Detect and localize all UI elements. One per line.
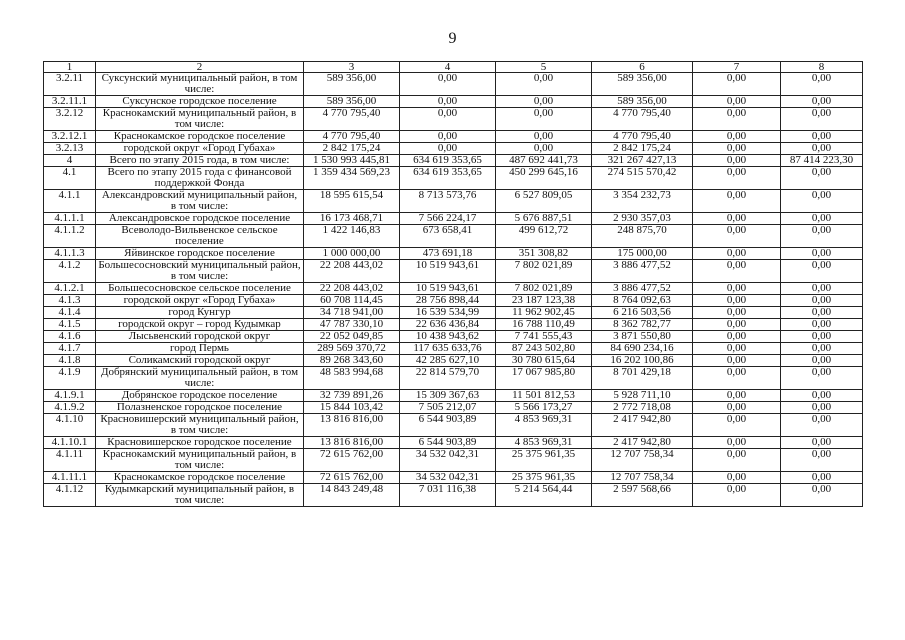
col4-cell: 10 519 943,61 <box>400 283 496 295</box>
col8-cell: 0,00 <box>781 295 863 307</box>
col4-cell: 15 309 367,63 <box>400 390 496 402</box>
col5-cell: 5 676 887,51 <box>496 213 592 225</box>
col6-cell: 2 772 718,08 <box>592 402 693 414</box>
col8-cell: 0,00 <box>781 307 863 319</box>
col4-cell: 34 532 042,31 <box>400 449 496 472</box>
col4-cell: 473 691,18 <box>400 248 496 260</box>
row-name-cell: Краснокамское городское поселение <box>96 472 304 484</box>
col7-cell: 0,00 <box>693 260 781 283</box>
col8-cell: 0,00 <box>781 190 863 213</box>
row-name-cell: Яйвинское городское поселение <box>96 248 304 260</box>
col7-cell: 0,00 <box>693 283 781 295</box>
col5-cell: 0,00 <box>496 73 592 96</box>
table-row <box>44 295 863 307</box>
col5-cell: 351 308,82 <box>496 248 592 260</box>
col7-cell: 0,00 <box>693 167 781 190</box>
column-header: 8 <box>781 62 863 73</box>
table-row <box>44 343 863 355</box>
col4-cell: 22 636 436,84 <box>400 319 496 331</box>
total-cell: 289 569 370,72 <box>304 343 400 355</box>
col8-cell: 0,00 <box>781 248 863 260</box>
row-name-cell: город Кунгур <box>96 307 304 319</box>
col6-cell: 175 000,00 <box>592 248 693 260</box>
total-cell: 589 356,00 <box>304 96 400 108</box>
total-cell: 14 843 249,48 <box>304 484 400 507</box>
row-name-cell: городской округ «Город Губаха» <box>96 143 304 155</box>
row-code-cell: 4.1.10 <box>44 414 96 437</box>
col6-cell: 248 875,70 <box>592 225 693 248</box>
col4-cell: 6 544 903,89 <box>400 414 496 437</box>
col8-cell: 0,00 <box>781 331 863 343</box>
row-name-cell: Большесосновское сельское поселение <box>96 283 304 295</box>
row-code-cell: 4.1.1 <box>44 190 96 213</box>
col8-cell: 0,00 <box>781 143 863 155</box>
col4-cell: 7 566 224,17 <box>400 213 496 225</box>
table-row <box>44 73 863 96</box>
col4-cell: 42 285 627,10 <box>400 355 496 367</box>
col8-cell: 0,00 <box>781 437 863 449</box>
col6-cell: 5 928 711,10 <box>592 390 693 402</box>
row-code-cell: 4.1.1.3 <box>44 248 96 260</box>
table-row <box>44 225 863 248</box>
col8-cell: 0,00 <box>781 414 863 437</box>
col6-cell: 589 356,00 <box>592 96 693 108</box>
col7-cell: 0,00 <box>693 449 781 472</box>
row-code-cell: 3.2.11 <box>44 73 96 96</box>
col4-cell: 634 619 353,65 <box>400 167 496 190</box>
row-name-cell: Красновишерское городское поселение <box>96 437 304 449</box>
total-cell: 16 173 468,71 <box>304 213 400 225</box>
row-name-cell: Суксунское городское поселение <box>96 96 304 108</box>
col8-cell: 0,00 <box>781 167 863 190</box>
col5-cell: 6 527 809,05 <box>496 190 592 213</box>
col8-cell: 0,00 <box>781 484 863 507</box>
row-code-cell: 4.1.12 <box>44 484 96 507</box>
funding-table <box>43 61 863 507</box>
row-name-cell: городской округ – город Кудымкар <box>96 319 304 331</box>
col4-cell: 7 031 116,38 <box>400 484 496 507</box>
table-row <box>44 437 863 449</box>
col8-cell: 0,00 <box>781 213 863 225</box>
col6-cell: 2 930 357,03 <box>592 213 693 225</box>
col8-cell: 0,00 <box>781 449 863 472</box>
row-name-cell: Александровское городское поселение <box>96 213 304 225</box>
table-header-row <box>44 62 863 73</box>
col4-cell: 16 539 534,99 <box>400 307 496 319</box>
col5-cell: 499 612,72 <box>496 225 592 248</box>
col6-cell: 3 871 550,80 <box>592 331 693 343</box>
table-row <box>44 248 863 260</box>
col8-cell: 0,00 <box>781 283 863 295</box>
table-row <box>44 355 863 367</box>
col8-cell: 0,00 <box>781 343 863 355</box>
row-name-cell: Краснокамский муниципальный район, в том числе: <box>96 108 304 131</box>
col5-cell: 7 741 555,43 <box>496 331 592 343</box>
col5-cell: 25 375 961,35 <box>496 449 592 472</box>
row-code-cell: 4.1.11 <box>44 449 96 472</box>
col6-cell: 2 417 942,80 <box>592 414 693 437</box>
col5-cell: 0,00 <box>496 96 592 108</box>
table-row <box>44 414 863 437</box>
col4-cell: 10 519 943,61 <box>400 260 496 283</box>
row-code-cell: 4.1.11.1 <box>44 472 96 484</box>
row-code-cell: 4.1.9.1 <box>44 390 96 402</box>
table-row <box>44 213 863 225</box>
col5-cell: 23 187 123,38 <box>496 295 592 307</box>
col7-cell: 0,00 <box>693 190 781 213</box>
col8-cell: 0,00 <box>781 355 863 367</box>
column-header: 4 <box>400 62 496 73</box>
col6-cell: 3 886 477,52 <box>592 260 693 283</box>
table-row <box>44 260 863 283</box>
col7-cell: 0,00 <box>693 402 781 414</box>
row-code-cell: 4.1.7 <box>44 343 96 355</box>
table-row <box>44 319 863 331</box>
col7-cell: 0,00 <box>693 437 781 449</box>
col4-cell: 28 756 898,44 <box>400 295 496 307</box>
row-name-cell: Всего по этапу 2015 года, в том числе: <box>96 155 304 167</box>
row-code-cell: 3.2.12 <box>44 108 96 131</box>
col5-cell: 7 802 021,89 <box>496 283 592 295</box>
col6-cell: 8 362 782,77 <box>592 319 693 331</box>
col7-cell: 0,00 <box>693 131 781 143</box>
row-code-cell: 4.1.6 <box>44 331 96 343</box>
table-row <box>44 155 863 167</box>
col4-cell: 0,00 <box>400 73 496 96</box>
table-row <box>44 108 863 131</box>
total-cell: 1 422 146,83 <box>304 225 400 248</box>
row-code-cell: 4 <box>44 155 96 167</box>
row-name-cell: Добрянское городское поселение <box>96 390 304 402</box>
table-row <box>44 283 863 295</box>
col8-cell: 0,00 <box>781 108 863 131</box>
row-name-cell: Добрянский муниципальный район, в том числе: <box>96 367 304 390</box>
col7-cell: 0,00 <box>693 108 781 131</box>
col4-cell: 0,00 <box>400 96 496 108</box>
column-header: 3 <box>304 62 400 73</box>
row-code-cell: 4.1.3 <box>44 295 96 307</box>
col7-cell: 0,00 <box>693 355 781 367</box>
col5-cell: 0,00 <box>496 108 592 131</box>
table-row <box>44 307 863 319</box>
total-cell: 2 842 175,24 <box>304 143 400 155</box>
row-code-cell: 4.1.10.1 <box>44 437 96 449</box>
col8-cell: 0,00 <box>781 390 863 402</box>
table-row <box>44 484 863 507</box>
row-name-cell: Суксунский муниципальный район, в том числе: <box>96 73 304 96</box>
col7-cell: 0,00 <box>693 73 781 96</box>
total-cell: 22 208 443,02 <box>304 283 400 295</box>
col7-cell: 0,00 <box>693 331 781 343</box>
col7-cell: 0,00 <box>693 155 781 167</box>
table-row <box>44 449 863 472</box>
col5-cell: 11 501 812,53 <box>496 390 592 402</box>
col7-cell: 0,00 <box>693 248 781 260</box>
row-code-cell: 3.2.12.1 <box>44 131 96 143</box>
col4-cell: 10 438 943,62 <box>400 331 496 343</box>
col4-cell: 6 544 903,89 <box>400 437 496 449</box>
col6-cell: 2 842 175,24 <box>592 143 693 155</box>
row-code-cell: 4.1.5 <box>44 319 96 331</box>
col5-cell: 0,00 <box>496 143 592 155</box>
table-row <box>44 143 863 155</box>
row-code-cell: 4.1.1.2 <box>44 225 96 248</box>
col4-cell: 34 532 042,31 <box>400 472 496 484</box>
total-cell: 22 208 443,02 <box>304 260 400 283</box>
total-cell: 47 787 330,10 <box>304 319 400 331</box>
total-cell: 22 052 049,85 <box>304 331 400 343</box>
table-row <box>44 131 863 143</box>
total-cell: 1 359 434 569,23 <box>304 167 400 190</box>
col5-cell: 4 853 969,31 <box>496 437 592 449</box>
row-code-cell: 4.1 <box>44 167 96 190</box>
col6-cell: 589 356,00 <box>592 73 693 96</box>
col6-cell: 8 701 429,18 <box>592 367 693 390</box>
col5-cell: 487 692 441,73 <box>496 155 592 167</box>
column-header: 5 <box>496 62 592 73</box>
table-row <box>44 167 863 190</box>
row-name-cell: Кудымкарский муниципальный район, в том числе: <box>96 484 304 507</box>
column-header: 1 <box>44 62 96 73</box>
row-name-cell: Краснокамское городское поселение <box>96 131 304 143</box>
col5-cell: 0,00 <box>496 131 592 143</box>
row-name-cell: Красновишерский муниципальный район, в том числе: <box>96 414 304 437</box>
row-name-cell: Всеволодо-Вильвенское сельское поселение <box>96 225 304 248</box>
col4-cell: 22 814 579,70 <box>400 367 496 390</box>
col6-cell: 3 886 477,52 <box>592 283 693 295</box>
col8-cell: 0,00 <box>781 73 863 96</box>
col8-cell: 0,00 <box>781 96 863 108</box>
col7-cell: 0,00 <box>693 472 781 484</box>
col8-cell: 0,00 <box>781 472 863 484</box>
column-header: 6 <box>592 62 693 73</box>
row-code-cell: 3.2.11.1 <box>44 96 96 108</box>
table-row <box>44 472 863 484</box>
col5-cell: 4 853 969,31 <box>496 414 592 437</box>
table-row <box>44 367 863 390</box>
row-code-cell: 4.1.8 <box>44 355 96 367</box>
col5-cell: 11 962 902,45 <box>496 307 592 319</box>
col6-cell: 6 216 503,56 <box>592 307 693 319</box>
total-cell: 18 595 615,54 <box>304 190 400 213</box>
col5-cell: 16 788 110,49 <box>496 319 592 331</box>
table-row <box>44 96 863 108</box>
table-row <box>44 402 863 414</box>
col5-cell: 5 566 173,27 <box>496 402 592 414</box>
col7-cell: 0,00 <box>693 307 781 319</box>
table-row <box>44 331 863 343</box>
col6-cell: 16 202 100,86 <box>592 355 693 367</box>
col7-cell: 0,00 <box>693 484 781 507</box>
col5-cell: 450 299 645,16 <box>496 167 592 190</box>
col8-cell: 87 414 223,30 <box>781 155 863 167</box>
col5-cell: 5 214 564,44 <box>496 484 592 507</box>
col5-cell: 30 780 615,64 <box>496 355 592 367</box>
col4-cell: 673 658,41 <box>400 225 496 248</box>
total-cell: 89 268 343,60 <box>304 355 400 367</box>
table-row <box>44 390 863 402</box>
total-cell: 72 615 762,00 <box>304 449 400 472</box>
row-code-cell: 4.1.4 <box>44 307 96 319</box>
col6-cell: 12 707 758,34 <box>592 472 693 484</box>
table-row <box>44 190 863 213</box>
col5-cell: 87 243 502,80 <box>496 343 592 355</box>
col5-cell: 25 375 961,35 <box>496 472 592 484</box>
row-name-cell: Соликамский городской округ <box>96 355 304 367</box>
total-cell: 13 816 816,00 <box>304 414 400 437</box>
row-code-cell: 3.2.13 <box>44 143 96 155</box>
col6-cell: 8 764 092,63 <box>592 295 693 307</box>
col4-cell: 117 635 633,76 <box>400 343 496 355</box>
col8-cell: 0,00 <box>781 367 863 390</box>
col4-cell: 634 619 353,65 <box>400 155 496 167</box>
col4-cell: 0,00 <box>400 131 496 143</box>
row-name-cell: Краснокамский муниципальный район, в том числе: <box>96 449 304 472</box>
total-cell: 4 770 795,40 <box>304 108 400 131</box>
row-code-cell: 4.1.2 <box>44 260 96 283</box>
col8-cell: 0,00 <box>781 402 863 414</box>
col6-cell: 84 690 234,16 <box>592 343 693 355</box>
row-code-cell: 4.1.9 <box>44 367 96 390</box>
col7-cell: 0,00 <box>693 390 781 402</box>
col7-cell: 0,00 <box>693 414 781 437</box>
col6-cell: 4 770 795,40 <box>592 131 693 143</box>
col7-cell: 0,00 <box>693 143 781 155</box>
total-cell: 13 816 816,00 <box>304 437 400 449</box>
col7-cell: 0,00 <box>693 96 781 108</box>
col8-cell: 0,00 <box>781 225 863 248</box>
col4-cell: 8 713 573,76 <box>400 190 496 213</box>
total-cell: 48 583 994,68 <box>304 367 400 390</box>
column-header: 2 <box>96 62 304 73</box>
col6-cell: 4 770 795,40 <box>592 108 693 131</box>
total-cell: 589 356,00 <box>304 73 400 96</box>
total-cell: 72 615 762,00 <box>304 472 400 484</box>
row-name-cell: Полазненское городское поселение <box>96 402 304 414</box>
row-name-cell: Лысьвенский городской округ <box>96 331 304 343</box>
col4-cell: 0,00 <box>400 108 496 131</box>
col5-cell: 7 802 021,89 <box>496 260 592 283</box>
col7-cell: 0,00 <box>693 213 781 225</box>
col7-cell: 0,00 <box>693 295 781 307</box>
row-code-cell: 4.1.1.1 <box>44 213 96 225</box>
col6-cell: 2 417 942,80 <box>592 437 693 449</box>
total-cell: 1 530 993 445,81 <box>304 155 400 167</box>
col6-cell: 274 515 570,42 <box>592 167 693 190</box>
total-cell: 1 000 000,00 <box>304 248 400 260</box>
total-cell: 15 844 103,42 <box>304 402 400 414</box>
col7-cell: 0,00 <box>693 319 781 331</box>
col4-cell: 7 505 212,07 <box>400 402 496 414</box>
row-name-cell: город Пермь <box>96 343 304 355</box>
col7-cell: 0,00 <box>693 343 781 355</box>
total-cell: 34 718 941,00 <box>304 307 400 319</box>
col8-cell: 0,00 <box>781 131 863 143</box>
row-code-cell: 4.1.9.2 <box>44 402 96 414</box>
col6-cell: 2 597 568,66 <box>592 484 693 507</box>
column-header: 7 <box>693 62 781 73</box>
row-name-cell: Всего по этапу 2015 года с финансовой поддержкой Фонда <box>96 167 304 190</box>
row-name-cell: Александровский муниципальный район, в том числе: <box>96 190 304 213</box>
row-code-cell: 4.1.2.1 <box>44 283 96 295</box>
col6-cell: 3 354 232,73 <box>592 190 693 213</box>
col4-cell: 0,00 <box>400 143 496 155</box>
col8-cell: 0,00 <box>781 260 863 283</box>
col6-cell: 321 267 427,13 <box>592 155 693 167</box>
col7-cell: 0,00 <box>693 225 781 248</box>
col8-cell: 0,00 <box>781 319 863 331</box>
row-name-cell: Большесосновский муниципальный район, в том числе: <box>96 260 304 283</box>
total-cell: 60 708 114,45 <box>304 295 400 307</box>
page-number: 9 <box>448 30 457 47</box>
col5-cell: 17 067 985,80 <box>496 367 592 390</box>
total-cell: 4 770 795,40 <box>304 131 400 143</box>
col6-cell: 12 707 758,34 <box>592 449 693 472</box>
row-name-cell: городской округ «Город Губаха» <box>96 295 304 307</box>
total-cell: 32 739 891,26 <box>304 390 400 402</box>
col7-cell: 0,00 <box>693 367 781 390</box>
